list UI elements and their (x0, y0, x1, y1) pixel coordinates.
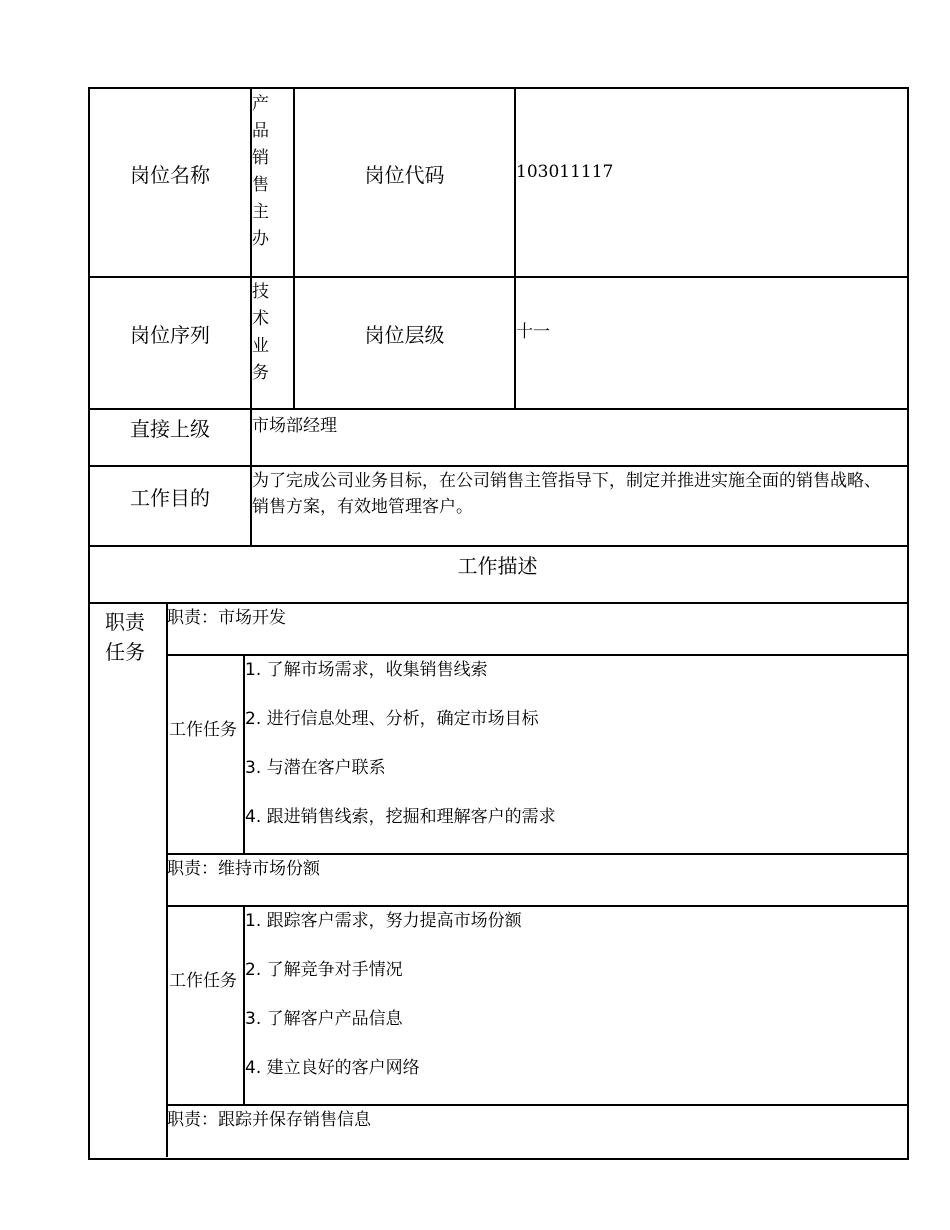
task-item: 3. 与潜在客户联系 (245, 758, 386, 778)
purpose-value: 为了完成公司业务目标，在公司销售主管指导下，制定并推进实施全面的销售战略、销售方案，有效地管理客户。 (252, 471, 881, 517)
task-label: 工作任务 (169, 971, 237, 991)
superior-label: 直接上级 (130, 417, 210, 441)
job-level-label: 岗位层级 (364, 323, 445, 347)
task-item: 2. 进行信息处理、分析，确定市场目标 (245, 709, 539, 729)
row-divider (88, 465, 907, 467)
row-divider (166, 853, 907, 855)
superior-value: 市场部经理 (252, 416, 337, 436)
duty-title: 职责：维持市场份额 (167, 859, 320, 879)
col-divider (293, 87, 295, 408)
job-sequence-label: 岗位序列 (130, 323, 210, 347)
col-divider (514, 87, 516, 408)
row-divider (88, 545, 907, 547)
row-divider (166, 905, 907, 907)
work-description-title: 工作描述 (457, 554, 538, 578)
job-name-label: 岗位名称 (130, 163, 210, 187)
duty-title: 职责：市场开发 (167, 608, 286, 628)
task-item: 1. 跟踪客户需求，努力提高市场份额 (245, 911, 522, 931)
row-divider (166, 654, 907, 656)
task-label: 工作任务 (169, 720, 237, 740)
duties-section-label: 职责任务 (105, 610, 145, 664)
purpose-label: 工作目的 (130, 486, 210, 510)
row-divider (166, 1104, 907, 1106)
task-item: 2. 了解竞争对手情况 (245, 960, 403, 980)
row-divider (88, 602, 907, 604)
row-divider (88, 408, 907, 410)
job-code-label: 岗位代码 (364, 163, 445, 187)
job-sequence-value: 技术业务 (252, 282, 269, 383)
row-divider (88, 276, 907, 278)
task-item: 3. 了解客户产品信息 (245, 1009, 403, 1029)
task-item: 4. 建立良好的客户网络 (245, 1058, 420, 1078)
duty-title: 职责：跟踪并保存销售信息 (167, 1110, 371, 1130)
job-name-value: 产品销售主办 (252, 94, 269, 249)
task-item: 1. 了解市场需求，收集销售线索 (245, 660, 488, 680)
task-item: 4. 跟进销售线索，挖掘和理解客户的需求 (245, 807, 556, 827)
job-code-value: 103011117 (516, 162, 614, 182)
job-level-value: 十一 (516, 322, 550, 342)
